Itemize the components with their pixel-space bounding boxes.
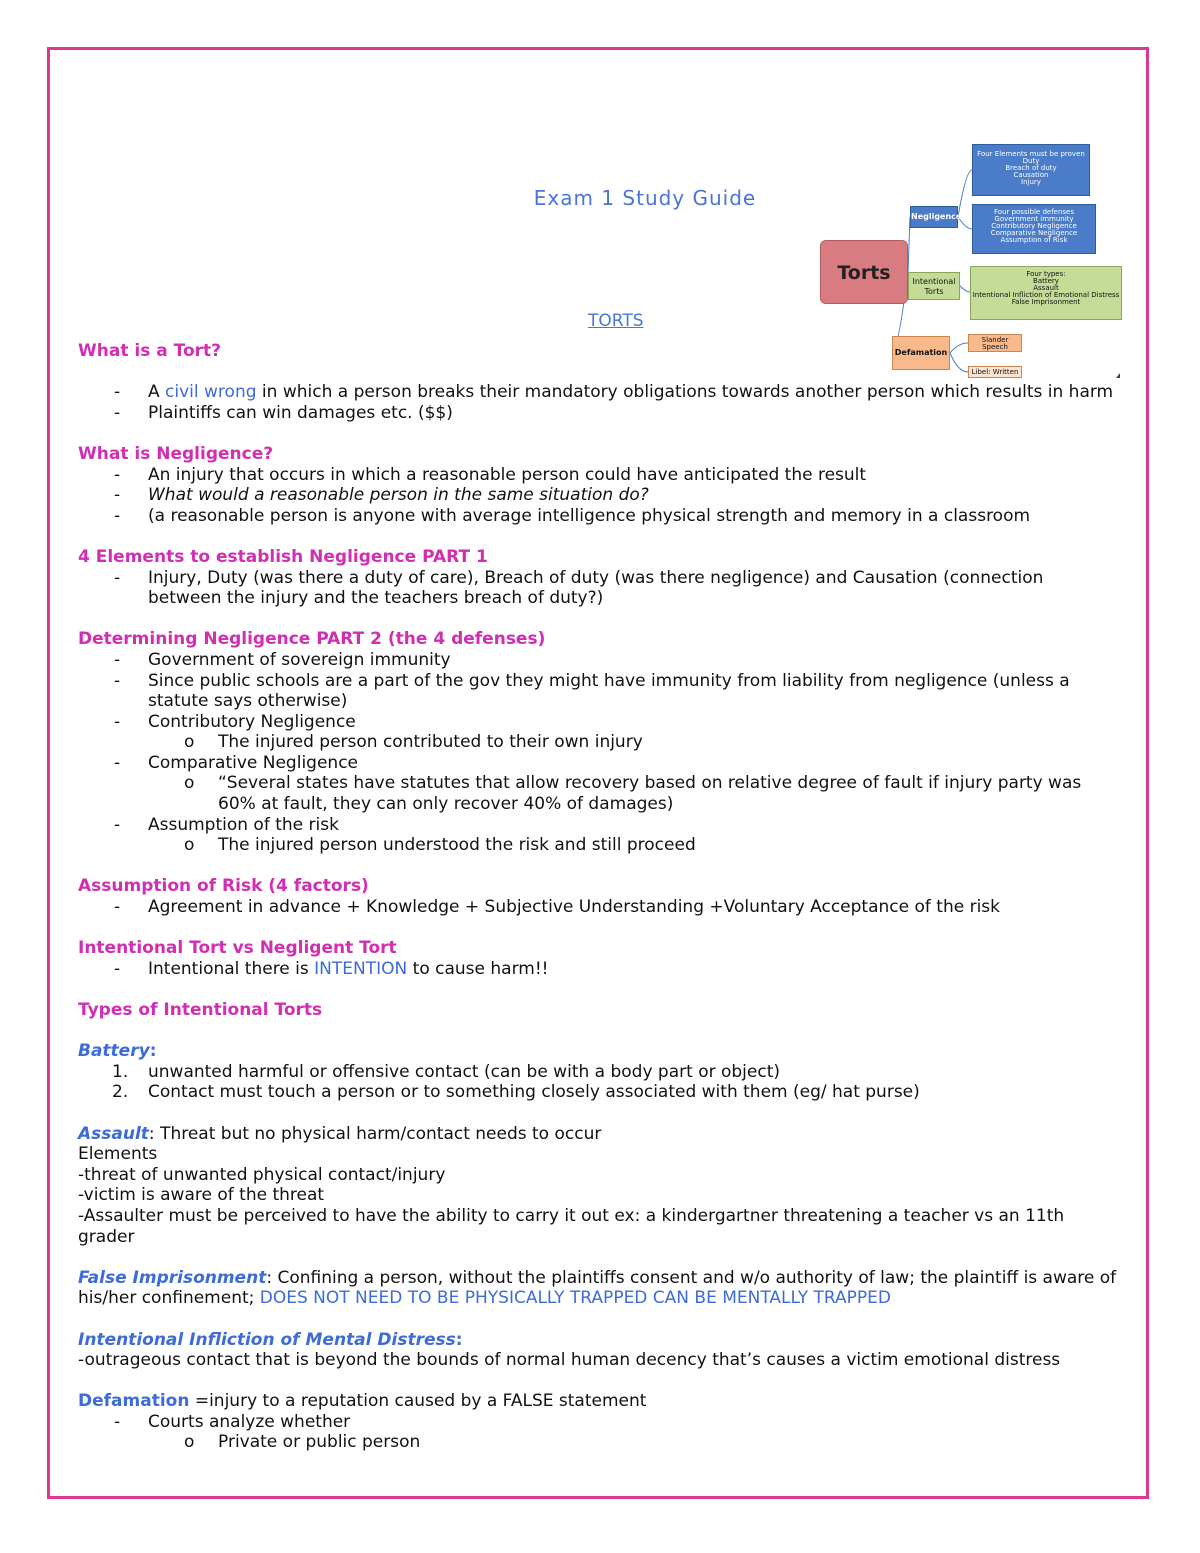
- dash-marker: -: [114, 752, 121, 773]
- mm-text: Comparative Negligence: [990, 229, 1078, 237]
- number-marker: 1.: [112, 1061, 129, 1082]
- circle-marker: o: [184, 732, 195, 753]
- dash-marker: -: [114, 402, 121, 423]
- list-item: [78, 753, 1118, 774]
- item-text: Agreement in advance + Knowledge + Subjective Understanding +Voluntary Acceptance of the risk: [148, 897, 1001, 918]
- iimd-heading: [78, 1330, 1118, 1351]
- mindmap-negligence-node: Negligence: [910, 206, 958, 228]
- mm-text: Contributory Negligence: [991, 222, 1077, 230]
- item-text: Intentional there is: [148, 958, 315, 979]
- item-text: Comparative Negligence: [148, 752, 359, 773]
- mm-text: Duty: [1022, 157, 1040, 165]
- dash-marker: -: [114, 567, 121, 588]
- circle-marker: o: [184, 773, 195, 794]
- false-imprisonment-label: False Imprisonment: [78, 1267, 267, 1288]
- number-marker: 2.: [112, 1082, 129, 1103]
- defamation-label: Defamation: [78, 1391, 190, 1412]
- dash-marker: -: [114, 649, 121, 670]
- sub-list-item: [78, 732, 1118, 753]
- item-text: Contributory Negligence: [148, 711, 356, 732]
- item-text: A: [148, 382, 166, 403]
- mm-text: False Imprisonment: [1011, 298, 1081, 306]
- sub-list-item: [78, 835, 1118, 856]
- assault-line: -Assaulter must be perceived to have the ability to carry it out ex: a kindergartner threatening a teacher vs an 11th grader: [78, 1205, 1065, 1247]
- mm-text: Assault: [1033, 284, 1059, 292]
- list-item: [78, 485, 1118, 506]
- dash-marker: -: [114, 464, 121, 485]
- highlight-civil-wrong: civil wrong: [165, 382, 257, 403]
- sub-list-item: [78, 773, 1118, 814]
- dash-marker: -: [114, 670, 121, 691]
- mindmap-libel-box: Libel: Written: [968, 366, 1022, 378]
- item-text: (a reasonable person is anyone with average intelligence physical strength and memory in a classroom: [148, 505, 1031, 526]
- list-item: [78, 403, 1118, 424]
- battery-heading: [78, 1041, 1118, 1062]
- mindmap-elements-box: [972, 144, 1090, 196]
- mm-text: Injury: [1021, 178, 1041, 186]
- mm-text: Speech: [982, 343, 1008, 351]
- item-text: unwanted harmful or offensive contact (can be with a body part or object): [148, 1061, 781, 1082]
- mm-text: Government immunity: [994, 215, 1074, 223]
- item-text: Injury, Duty (was there a duty of care), Breach of duty (was there negligence) and Causation (connection between the injury and the teachers breach of duty?): [148, 567, 1044, 609]
- list-item: [78, 815, 1118, 836]
- assault-line: Elements: [78, 1144, 158, 1165]
- page-title: Exam 1 Study Guide: [533, 186, 757, 210]
- assault-desc: : Threat but no physical harm/contact needs to occur: [148, 1123, 602, 1144]
- mm-text: Causation: [1013, 171, 1049, 179]
- assault-line: -threat of unwanted physical contact/injury: [78, 1164, 446, 1185]
- numbered-item: [78, 1082, 1118, 1103]
- dash-marker: -: [114, 1411, 121, 1432]
- item-text: Since public schools are a part of the gov they might have immunity from liability from negligence (unless a statute says otherwise): [148, 670, 1070, 712]
- mm-text: Four possible defenses: [993, 208, 1075, 216]
- iimd-label: Intentional Infliction of Mental Distress: [78, 1329, 456, 1350]
- heading-4-defenses: Determining Negligence PART 2 (the 4 defenses): [78, 629, 546, 650]
- item-text: Assumption of the risk: [148, 814, 339, 835]
- mindmap-types-box: [970, 266, 1122, 320]
- dash-marker: -: [114, 711, 121, 732]
- list-item: [78, 465, 1118, 486]
- assault-line: -victim is aware of the threat: [78, 1185, 325, 1206]
- highlight-intention: INTENTION: [314, 958, 408, 979]
- mm-text: Intentional Infliction of Emotional Distress: [972, 291, 1120, 299]
- intentional-label-line1: Intentional: [912, 277, 956, 286]
- false-imprisonment-paragraph: [78, 1268, 1118, 1309]
- item-text: Government of sovereign immunity: [148, 649, 451, 670]
- list-item: [78, 671, 1118, 712]
- heading-4-elements: 4 Elements to establish Negligence PART 1: [78, 546, 488, 567]
- mm-text: Slander: [981, 336, 1009, 344]
- item-text: to cause harm!!: [407, 958, 549, 979]
- dash-marker: -: [114, 897, 121, 918]
- defamation-desc: =injury to a reputation caused by a FALSE statement: [189, 1391, 647, 1412]
- list-item: [78, 650, 1118, 671]
- section-heading-torts: TORTS: [588, 311, 644, 331]
- mindmap-defamation-node: Defamation: [892, 336, 950, 370]
- item-text: Plaintiffs can win damages etc. ($$): [148, 402, 453, 423]
- list-item: [78, 712, 1118, 733]
- dash-marker: -: [114, 382, 121, 403]
- intentional-label-line2: Torts: [924, 287, 944, 296]
- numbered-item: [78, 1062, 1118, 1083]
- battery-label: Battery: [78, 1041, 150, 1062]
- item-text: The injured person understood the risk and still proceed: [218, 835, 696, 856]
- list-item: [78, 897, 1118, 918]
- list-item: [78, 382, 1118, 403]
- item-text: Contact must touch a person or to something closely associated with them (eg/ hat purse): [148, 1082, 920, 1103]
- mm-text: Battery: [1033, 277, 1059, 285]
- dash-marker: -: [114, 958, 121, 979]
- mm-text: Four types:: [1026, 270, 1066, 278]
- false-imprisonment-desc: : Confining a person, without the plaintiffs consent and w/o authority of law; the plaintiff is aware of his/her confinement;: [78, 1267, 1117, 1309]
- dash-marker: -: [114, 814, 121, 835]
- study-guide-content: [78, 341, 1118, 1453]
- assault-label: Assault: [78, 1123, 149, 1144]
- false-imprisonment-highlight: DOES NOT NEED TO BE PHYSICALLY TRAPPED CAN BE MENTALLY TRAPPED: [259, 1288, 891, 1309]
- list-item: [78, 1412, 1118, 1433]
- iimd-colon: :: [455, 1329, 463, 1350]
- mm-text: Breach of duty: [1005, 164, 1057, 172]
- dash-marker: -: [114, 485, 121, 506]
- item-text: “Several states have statutes that allow recovery based on relative degree of fault if injury party was 60% at fault, they can only recover 40% of damages): [218, 773, 1082, 815]
- item-text: An injury that occurs in which a reasonable person could have anticipated the result: [148, 464, 867, 485]
- mindmap-root-torts: Torts: [820, 240, 908, 304]
- circle-marker: o: [184, 1432, 195, 1453]
- battery-colon: :: [149, 1041, 157, 1062]
- mm-text: Four Elements must be proven: [977, 150, 1085, 158]
- item-text: What would a reasonable person in the same situation do?: [148, 485, 649, 506]
- circle-marker: o: [184, 835, 195, 856]
- list-item: [78, 959, 1118, 980]
- item-text: Private or public person: [218, 1432, 421, 1453]
- mm-text: Assumption of Risk: [1000, 236, 1068, 244]
- defamation-heading: [78, 1391, 1118, 1412]
- mindmap-defenses-box: [972, 204, 1096, 254]
- sub-list-item: [78, 1432, 1118, 1453]
- item-text: Courts analyze whether: [148, 1411, 351, 1432]
- mindmap-intentional-node: [908, 272, 960, 300]
- heading-intentional-vs-negligent: Intentional Tort vs Negligent Tort: [78, 938, 397, 959]
- heading-what-is-tort: What is a Tort?: [78, 341, 222, 361]
- list-item: [78, 568, 1118, 609]
- list-item: [78, 506, 1118, 527]
- dash-marker: -: [114, 505, 121, 526]
- iimd-line: -outrageous contact that is beyond the bounds of normal human decency that’s causes a victim emotional distress: [78, 1350, 1061, 1371]
- heading-types-intentional-torts: Types of Intentional Torts: [78, 1000, 323, 1020]
- heading-assumption-of-risk: Assumption of Risk (4 factors): [78, 876, 369, 897]
- heading-what-is-negligence: What is Negligence?: [78, 443, 274, 464]
- assault-heading: [78, 1124, 1118, 1145]
- item-text: in which a person breaks their mandatory obligations towards another person which results in harm: [256, 382, 1114, 403]
- item-text: The injured person contributed to their own injury: [218, 732, 643, 753]
